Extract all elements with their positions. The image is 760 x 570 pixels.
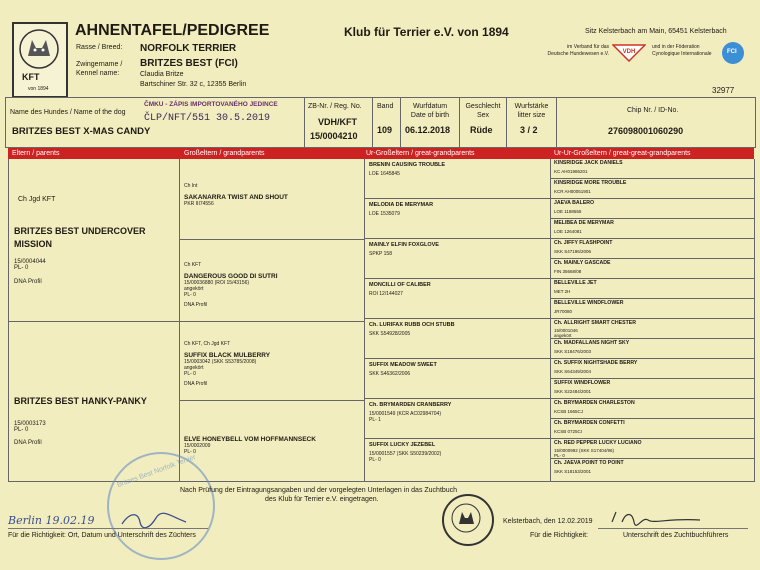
ggp6-name: SUFFIX MEADOW SWEET (369, 362, 437, 368)
ggp-6 (369, 362, 437, 377)
gggp10-reg: SKK S18476/2003 (554, 349, 592, 354)
terrier-head-icon (18, 28, 60, 70)
club-stamp-icon (444, 496, 488, 540)
import-stamp-line1: ČMKU - ZÁPIS IMPORTOVANÉHO JEDINCE (144, 101, 278, 108)
gggp1-name: KINSRIDGE JACK DANIELS (554, 160, 623, 166)
gp1-title: Ch Int (184, 183, 198, 189)
ggp1-name: BRENIN CAUSING TROUBLE (369, 162, 446, 168)
grandparent-4 (184, 436, 359, 455)
dog-name: BRITZES BEST X-MAS CANDY (12, 126, 151, 137)
studbook-signature-icon (608, 508, 704, 528)
sex-value: Rüde (470, 125, 493, 135)
ggp7-name: Ch. BRYMARDEN CRANBERRY (369, 402, 452, 408)
gggp1-reg: KC AH01986201 (554, 169, 588, 174)
gp2-dna: DNA Profil (184, 302, 208, 308)
breeder-stamp-text: Britzes Best Norfolk Terrier (116, 453, 197, 490)
gggp12-reg: SKK S22484/2001 (554, 389, 592, 394)
chip-value: 276098001060290 (608, 126, 684, 136)
gggp5-reg: SKK S47196/2006 (554, 249, 592, 254)
gp2-name: DANGEROUS GOOD DI SUTRI (184, 273, 278, 280)
sex-label-en: Sex (476, 112, 490, 119)
ggp7-reg: 15/0001549 (KCR AC02984704) (369, 411, 441, 417)
ggp-5 (369, 322, 455, 337)
club-name: Klub für Terrier e.V. von 1894 (344, 25, 509, 39)
gggp6-name: Ch. MAINLY GASCADE (554, 260, 611, 266)
gggp-11 (554, 360, 637, 374)
club-stamp (442, 494, 494, 546)
gp3-extra: angekört (184, 365, 204, 371)
ggp8-pl: PL- 0 (369, 457, 381, 463)
page-title: AHNENTAFEL/PEDIGREE (75, 22, 270, 39)
gggp7-reg: MET 2H (554, 289, 571, 294)
reg-no-value1: VDH/KFT (318, 117, 357, 127)
gp3-reg: 15/0003042 (SKK S53785/2008) (184, 359, 257, 365)
litter-value: 3 / 2 (520, 125, 538, 135)
reg-no-label: ZB-Nr. / Reg. No. (308, 103, 362, 110)
litter-label-de: Wurfstärke (514, 103, 549, 110)
ggp-1 (369, 162, 445, 177)
gggp14-reg: KCSB 0725CI (554, 429, 583, 434)
verification-line1: Nach Prüfung der Eintragungsangaben und der vorgelegten Unterlagen in das Zuchtbuch (180, 487, 458, 494)
gggp-5 (554, 240, 612, 254)
band-label: Band (377, 103, 394, 110)
gggp-4 (554, 220, 614, 234)
sex-label-de: Geschlecht (465, 103, 501, 110)
vdh-logo-text: VDH (622, 49, 636, 55)
sire-name-line2: MISSION (14, 239, 53, 249)
col-greatgreat: Ur-Ur-Großeltern / great-great-grandparents (554, 150, 691, 157)
gggp14-name: Ch. BRYMARDEN CONFETTI (554, 420, 625, 426)
place-date: Kelsterbach, den 12.02.2019 (503, 518, 593, 525)
birth-label-en: Date of birth (410, 112, 450, 119)
kft-logo (12, 22, 68, 98)
sire-pl: PL- 0 (14, 265, 29, 271)
gggp-14 (554, 420, 625, 434)
litter-label-en: litter size (517, 112, 546, 119)
gggp-10 (554, 340, 629, 354)
fci-text-line2: Cynologique Internationale (652, 51, 712, 57)
studbook-label: Unterschrift des Zuchtbuchführers (623, 532, 729, 539)
parent-sire (14, 196, 174, 285)
ggp5-name: Ch. LURIFAX RUBB OCH STUBB (369, 322, 455, 328)
gggp2-reg: KCR AH00051901 (554, 189, 591, 194)
gggp8-name: BELLEVILLE WINDFLOWER (554, 300, 624, 306)
parent-dam (14, 396, 174, 446)
ggp6-reg: SKK S46362/2006 (369, 371, 411, 377)
kennel-label-de: Zwingername / (76, 61, 123, 68)
fci-logo-text: FCI (727, 49, 737, 55)
grandparent-1 (184, 183, 359, 207)
breeder-signature-place: Berlin 19.02.19 (8, 514, 95, 527)
gggp6-reg: FIN 35668/08 (554, 269, 582, 274)
logo-year: von 1894 (28, 86, 49, 92)
gggp9-extra: angekört (554, 333, 572, 338)
column-header-bar (8, 148, 754, 159)
gggp12-name: SUFFIX WINDFLOWER (554, 380, 611, 386)
gggp5-name: Ch. JIFFY FLASHPOINT (554, 240, 613, 246)
gp1-name: SAKANARRA TWIST AND SHOUT (184, 194, 288, 201)
band-value: 109 (377, 125, 393, 135)
gggp3-reg: LOE 1188555 (554, 209, 582, 214)
fci-text (652, 44, 712, 58)
gggp15-reg: 15/0000992 (SKK S17404/96) (554, 448, 615, 453)
gggp-12 (554, 380, 610, 394)
gp2-reg: 15/00036880 (ROI 15/43156) (184, 280, 250, 286)
breeder-stamp (107, 452, 215, 560)
gggp13-reg: KCSB 1665CJ (554, 409, 584, 414)
owner-name: Claudia Britze (140, 71, 184, 78)
birth-value: 06.12.2018 (405, 125, 451, 135)
ggp8-name: SUFFIX LUCKY JEZEBEL (369, 442, 436, 448)
gggp4-name: MELIBEA DE MERYMAR (554, 220, 614, 226)
sire-title: Ch Jgd KFT (18, 196, 56, 203)
gggp16-name: Ch. JAEVA POINT TO POINT (554, 460, 624, 466)
breed-value: NORFOLK TERRIER (140, 43, 237, 54)
gp3-pl: PL- 0 (184, 371, 196, 377)
ggp3-name: MAINLY ELFIN FOXGLOVE (369, 242, 439, 248)
gggp-6 (554, 260, 611, 274)
gp4-pl: PL- 0 (184, 449, 196, 455)
kennel-value: BRITZES BEST (FCI) (140, 58, 238, 69)
gggp-7 (554, 280, 597, 294)
reg-no-value2: 15/0004210 (310, 131, 358, 141)
sire-reg: 15/0004044 (14, 259, 46, 265)
gggp15-pl: PL- 0 (554, 453, 565, 458)
col-parents: Eltern / parents (12, 150, 60, 157)
ggp-8 (369, 442, 441, 463)
gp3-dna: DNA Profil (184, 381, 208, 387)
ggp-4 (369, 282, 431, 297)
studbook-prefix: Für die Richtigkeit: (530, 532, 588, 539)
birth-label-de: Wurfdatum (412, 103, 448, 110)
birth-label (410, 102, 450, 120)
gggp15-name: Ch. RED PEPPER LUCKY LUCIANO (554, 440, 642, 446)
sex-label (463, 102, 503, 120)
gggp10-name: Ch. MADFALLANS NIGHT SKY (554, 340, 630, 346)
col-grandparents: Großeltern / grandparents (184, 150, 265, 157)
gggp11-name: Ch. SUFFIX NIGHTSHADE BERRY (554, 360, 638, 366)
litter-label (509, 102, 554, 120)
sire-name (14, 225, 174, 251)
gp4-reg: 15/0002009 (184, 443, 211, 449)
dam-dna: DNA Profil (14, 440, 42, 446)
vdh-text-line2: Deutsche Hundewesen e.V. (547, 51, 609, 57)
owner-address: Bartschiner Str. 32 c, 12355 Berlin (140, 81, 247, 88)
gp3-name: SUFFIX BLACK MULBERRY (184, 352, 271, 359)
gp2-extra: angekört (184, 286, 204, 292)
verification-line2: des Klub für Terrier e.V. eingetragen. (265, 496, 379, 503)
ggp3-reg: SPKP 158 (369, 251, 392, 257)
logo-label: KFT (22, 72, 40, 82)
dog-name-label: Name des Hundes / Name of the dog (10, 109, 126, 116)
chip-label: Chip Nr. / ID-No. (627, 107, 679, 114)
ggp-3 (369, 242, 439, 257)
gggp13-name: Ch. BRYMARDEN CHARLESTON (554, 400, 635, 406)
dam-pl: PL- 0 (14, 427, 29, 433)
gggp-16 (554, 460, 624, 474)
ggp-2 (369, 202, 433, 217)
document-number: 32977 (712, 86, 735, 95)
gggp9-reg: 15/0001046 (554, 328, 578, 333)
ggp2-reg: LOE 1535079 (369, 211, 400, 217)
breed-label: Rasse / Breed: (76, 44, 123, 51)
gggp8-reg: JR70080 (554, 309, 573, 314)
gggp16-reg: SKK S18153/2001 (554, 469, 592, 474)
grandparent-3 (184, 341, 359, 387)
gggp11-reg: SKK S64349/2004 (554, 369, 592, 374)
gp1-reg: PKR III74556 (184, 201, 214, 207)
fci-logo-icon (722, 42, 744, 64)
gggp2-name: KINSRIDGE MORE TROUBLE (554, 180, 627, 186)
gggp-15 (554, 440, 642, 458)
ggp4-name: MONCILLI OF CALIBER (369, 282, 431, 288)
ggp2-name: MELODIA DE MERYMAR (369, 202, 434, 208)
vdh-logo-icon (612, 44, 646, 62)
club-address: Sitz Kelsterbach am Main, 65451 Kelsterbach (585, 28, 727, 35)
dam-name: BRITZES BEST HANKY-PANKY (14, 396, 147, 406)
grandparent-2 (184, 262, 359, 308)
dam-reg: 15/0003173 (14, 421, 46, 427)
gggp-9 (554, 320, 636, 338)
vdh-text-line1: im Verband für das (567, 44, 609, 50)
gggp-2 (554, 180, 626, 194)
gp2-pl: PL- 0 (184, 292, 196, 298)
gggp-13 (554, 400, 635, 414)
gggp-8 (554, 300, 623, 314)
sire-name-line1: BRITZES BEST UNDERCOVER (14, 226, 146, 236)
gggp7-name: BELLEVILLE JET (554, 280, 597, 286)
ggp7-pl: PL- 1 (369, 417, 381, 423)
gggp-1 (554, 160, 623, 174)
gp2-title: Ch KFT (184, 262, 202, 268)
gggp9-name: Ch. ALLRIGHT SMART CHESTER (554, 320, 636, 326)
breeder-label: Für die Richtigkeit: Ort, Datum und Unterschrift des Züchters (8, 532, 196, 539)
import-stamp-line2: ČLP/NFT/551 30.5.2019 (144, 113, 271, 124)
breeder-signature-icon (120, 510, 190, 530)
gggp4-reg: LOE 1264081 (554, 229, 582, 234)
ggp8-reg: 15/0001557 (SKK S50239/2002) (369, 451, 442, 457)
ggp-7 (369, 402, 451, 423)
kennel-label-en: Kennel name: (76, 70, 120, 77)
kennel-label (76, 60, 122, 78)
ggp5-reg: SKK S54928/2005 (369, 331, 411, 337)
vdh-text (537, 44, 609, 58)
fci-text-line1: und in der Föderation (652, 44, 700, 50)
col-great: Ur-Großeltern / great-grandparents (366, 150, 475, 157)
gggp3-name: JAEVA BALERO (554, 200, 595, 206)
ggp4-reg: ROI 12/144027 (369, 291, 403, 297)
ggp1-reg: LOE 1645845 (369, 171, 400, 177)
gp3-title: Ch KFT, Ch Jgd KFT (184, 341, 231, 347)
sire-dna: DNA Profil (14, 279, 42, 285)
gggp-3 (554, 200, 594, 214)
gp4-name: ELVE HONEYBELL VOM HOFFMANNSECK (184, 436, 316, 443)
